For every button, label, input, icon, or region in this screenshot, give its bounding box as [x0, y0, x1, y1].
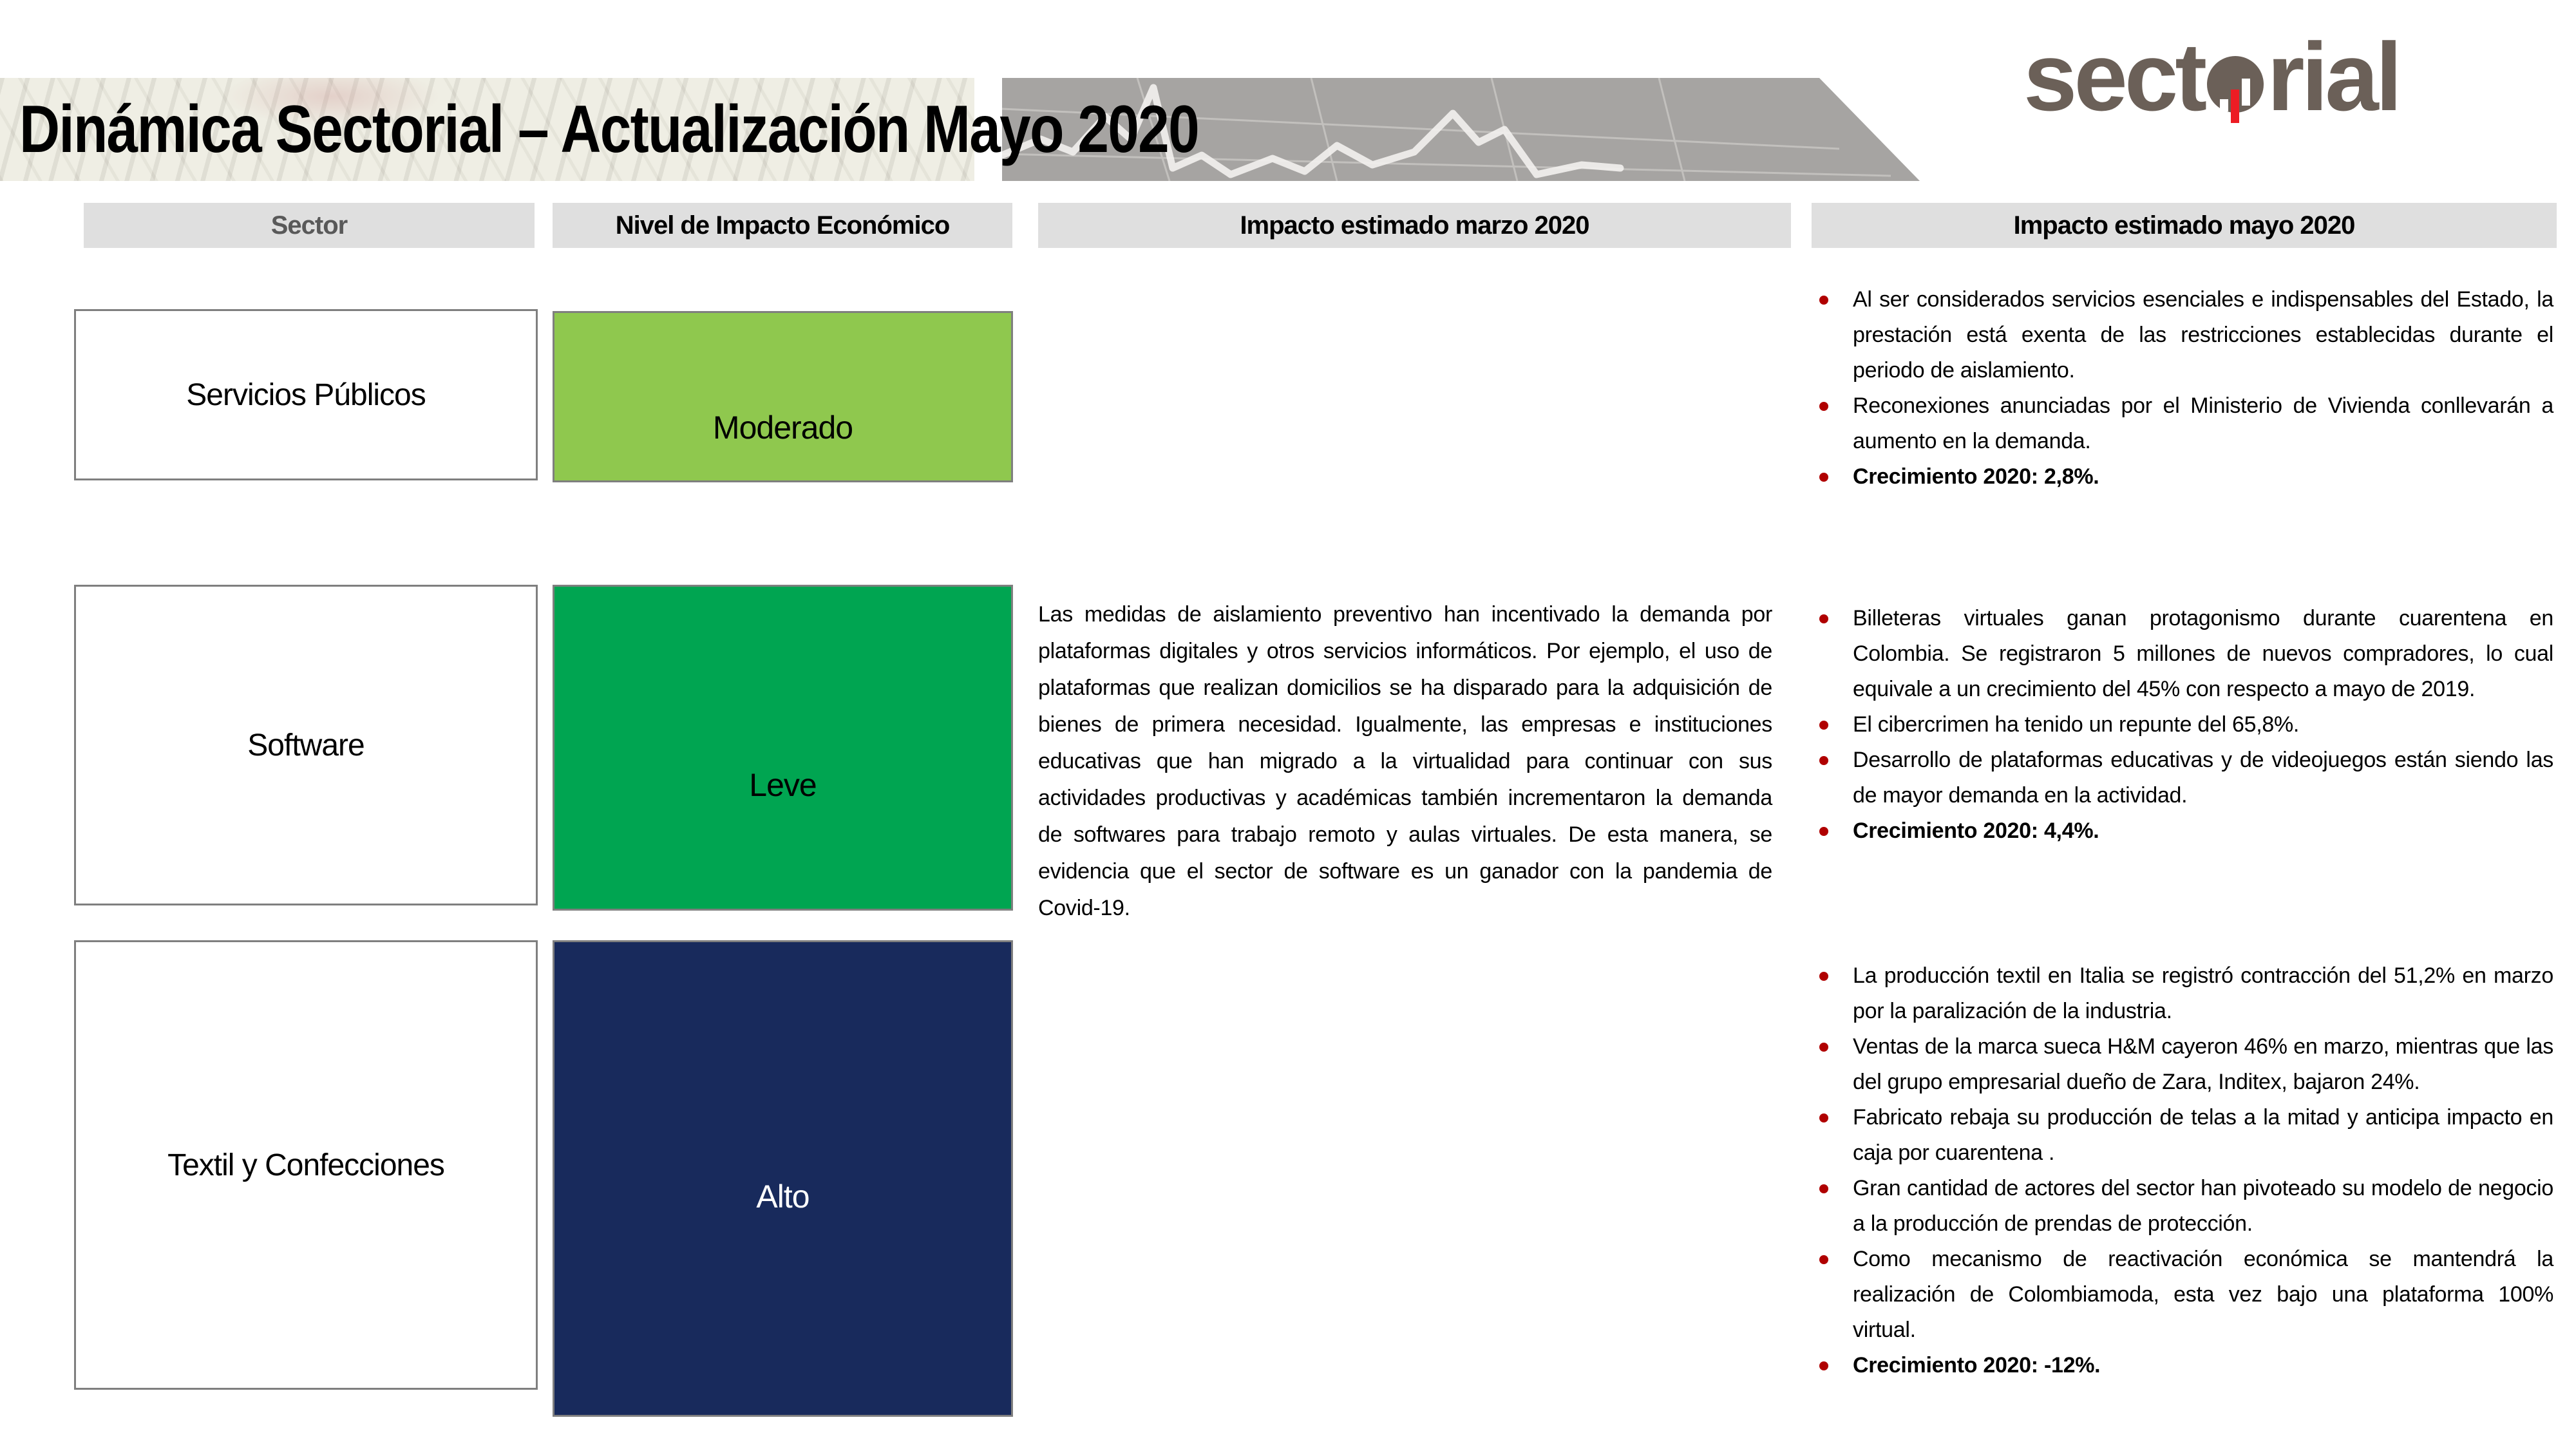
bullet-item: Gran cantidad de actores del sector han pivoteado su modelo de negocio a la producción de prendas de protección. — [1853, 1171, 2553, 1242]
logo-bar-tall — [2242, 79, 2250, 106]
bullet-list — [1813, 282, 2553, 495]
sector-label: Servicios Públicos — [186, 377, 426, 412]
impact-level-cell-alto — [553, 940, 1013, 1417]
marzo-impact-text: Las medidas de aislamiento preventivo han incentivado la demanda por plataformas digitales y otros servicios informáticos. Por ejemplo, el uso de plataformas que realizan domicilios se ha disparado para la adquisición de bienes de primera necesidad. Igualmente, las empresas e instituciones educativas que han migrado a la virtualidad para continuar con sus actividades productivas y académicas también incrementaron la demanda de softwares para trabajo remoto y aulas virtuales. De esta manera, se evidencia que el sector de software es un ganador con la pandemia de Covid-19. — [1038, 602, 1772, 920]
sector-cell-textil-confecciones — [74, 940, 538, 1390]
column-header-sector: Sector — [84, 203, 535, 248]
impact-level-cell-leve — [553, 585, 1013, 911]
logo-bar-chart-icon — [2207, 56, 2264, 113]
sector-cell-software — [74, 585, 538, 905]
sector-label: Textil y Confecciones — [167, 1148, 444, 1182]
logo-bar-red — [2231, 90, 2239, 123]
bullet-item: Reconexiones anunciadas por el Ministerio de Vivienda conllevarán a aumento en la demanda. — [1853, 388, 2553, 459]
bullet-item: Al ser considerados servicios esenciales e indispensables del Estado, la prestación está exenta de las restricciones establecidas durante el periodo de aislamiento. — [1853, 282, 2553, 388]
bullet-item: Crecimiento 2020: -12%. — [1853, 1348, 2553, 1383]
logo-text-before: sect — [2023, 23, 2204, 131]
column-header-impacto-mayo: Impacto estimado mayo 2020 — [1812, 203, 2557, 248]
mayo-impact-cell — [1813, 282, 2553, 495]
bullet-item: Desarrollo de plataformas educativas y de videojuegos están siendo las de mayor demanda en la actividad. — [1853, 743, 2553, 813]
sector-label: Software — [247, 728, 365, 762]
mayo-impact-cell — [1813, 601, 2553, 849]
bullet-item: Crecimiento 2020: 4,4%. — [1853, 813, 2553, 849]
bullet-item: Como mecanismo de reactivación económica se mantendrá la realización de Colombiamoda, esta vez bajo una plataforma 100% virtual. — [1853, 1242, 2553, 1348]
column-header-nivel-impacto: Nivel de Impacto Económico — [553, 203, 1012, 248]
bullet-list — [1813, 601, 2553, 849]
logo-text-after: rial — [2267, 23, 2400, 131]
brand-logo — [2023, 23, 2400, 131]
title-band — [0, 78, 1938, 181]
mayo-impact-cell — [1813, 958, 2553, 1383]
impact-level-label: Leve — [749, 767, 817, 803]
bullet-item: Fabricato rebaja su producción de telas a la mitad y anticipa impacto en caja por cuarentena . — [1853, 1100, 2553, 1171]
bullet-list — [1813, 958, 2553, 1383]
bullet-item: Crecimiento 2020: 2,8%. — [1853, 459, 2553, 495]
sector-cell-servicios-publicos — [74, 309, 538, 480]
impact-level-label: Alto — [756, 1179, 810, 1215]
bullet-item: La producción textil en Italia se registró contracción del 51,2% en marzo por la paralización de la industria. — [1853, 958, 2553, 1029]
impact-level-cell-moderado — [553, 311, 1013, 482]
bullet-item: Billeteras virtuales ganan protagonismo durante cuarentena en Colombia. Se registraron 5 millones de nuevos compradores, lo cual equivale a un crecimiento del 45% con respecto a mayo de 2019. — [1853, 601, 2553, 707]
logo-bar-small — [2220, 99, 2228, 111]
column-header-impacto-marzo: Impacto estimado marzo 2020 — [1038, 203, 1791, 248]
bullet-item: El cibercrimen ha tenido un repunte del 65,8%. — [1853, 707, 2553, 743]
impact-level-label: Moderado — [712, 410, 853, 446]
bullet-item: Ventas de la marca sueca H&M cayeron 46% en marzo, mientras que las del grupo empresarial dueño de Zara, Inditex, bajaron 24%. — [1853, 1029, 2553, 1100]
page-title: Dinámica Sectorial – Actualización Mayo 2020 — [19, 92, 1198, 167]
